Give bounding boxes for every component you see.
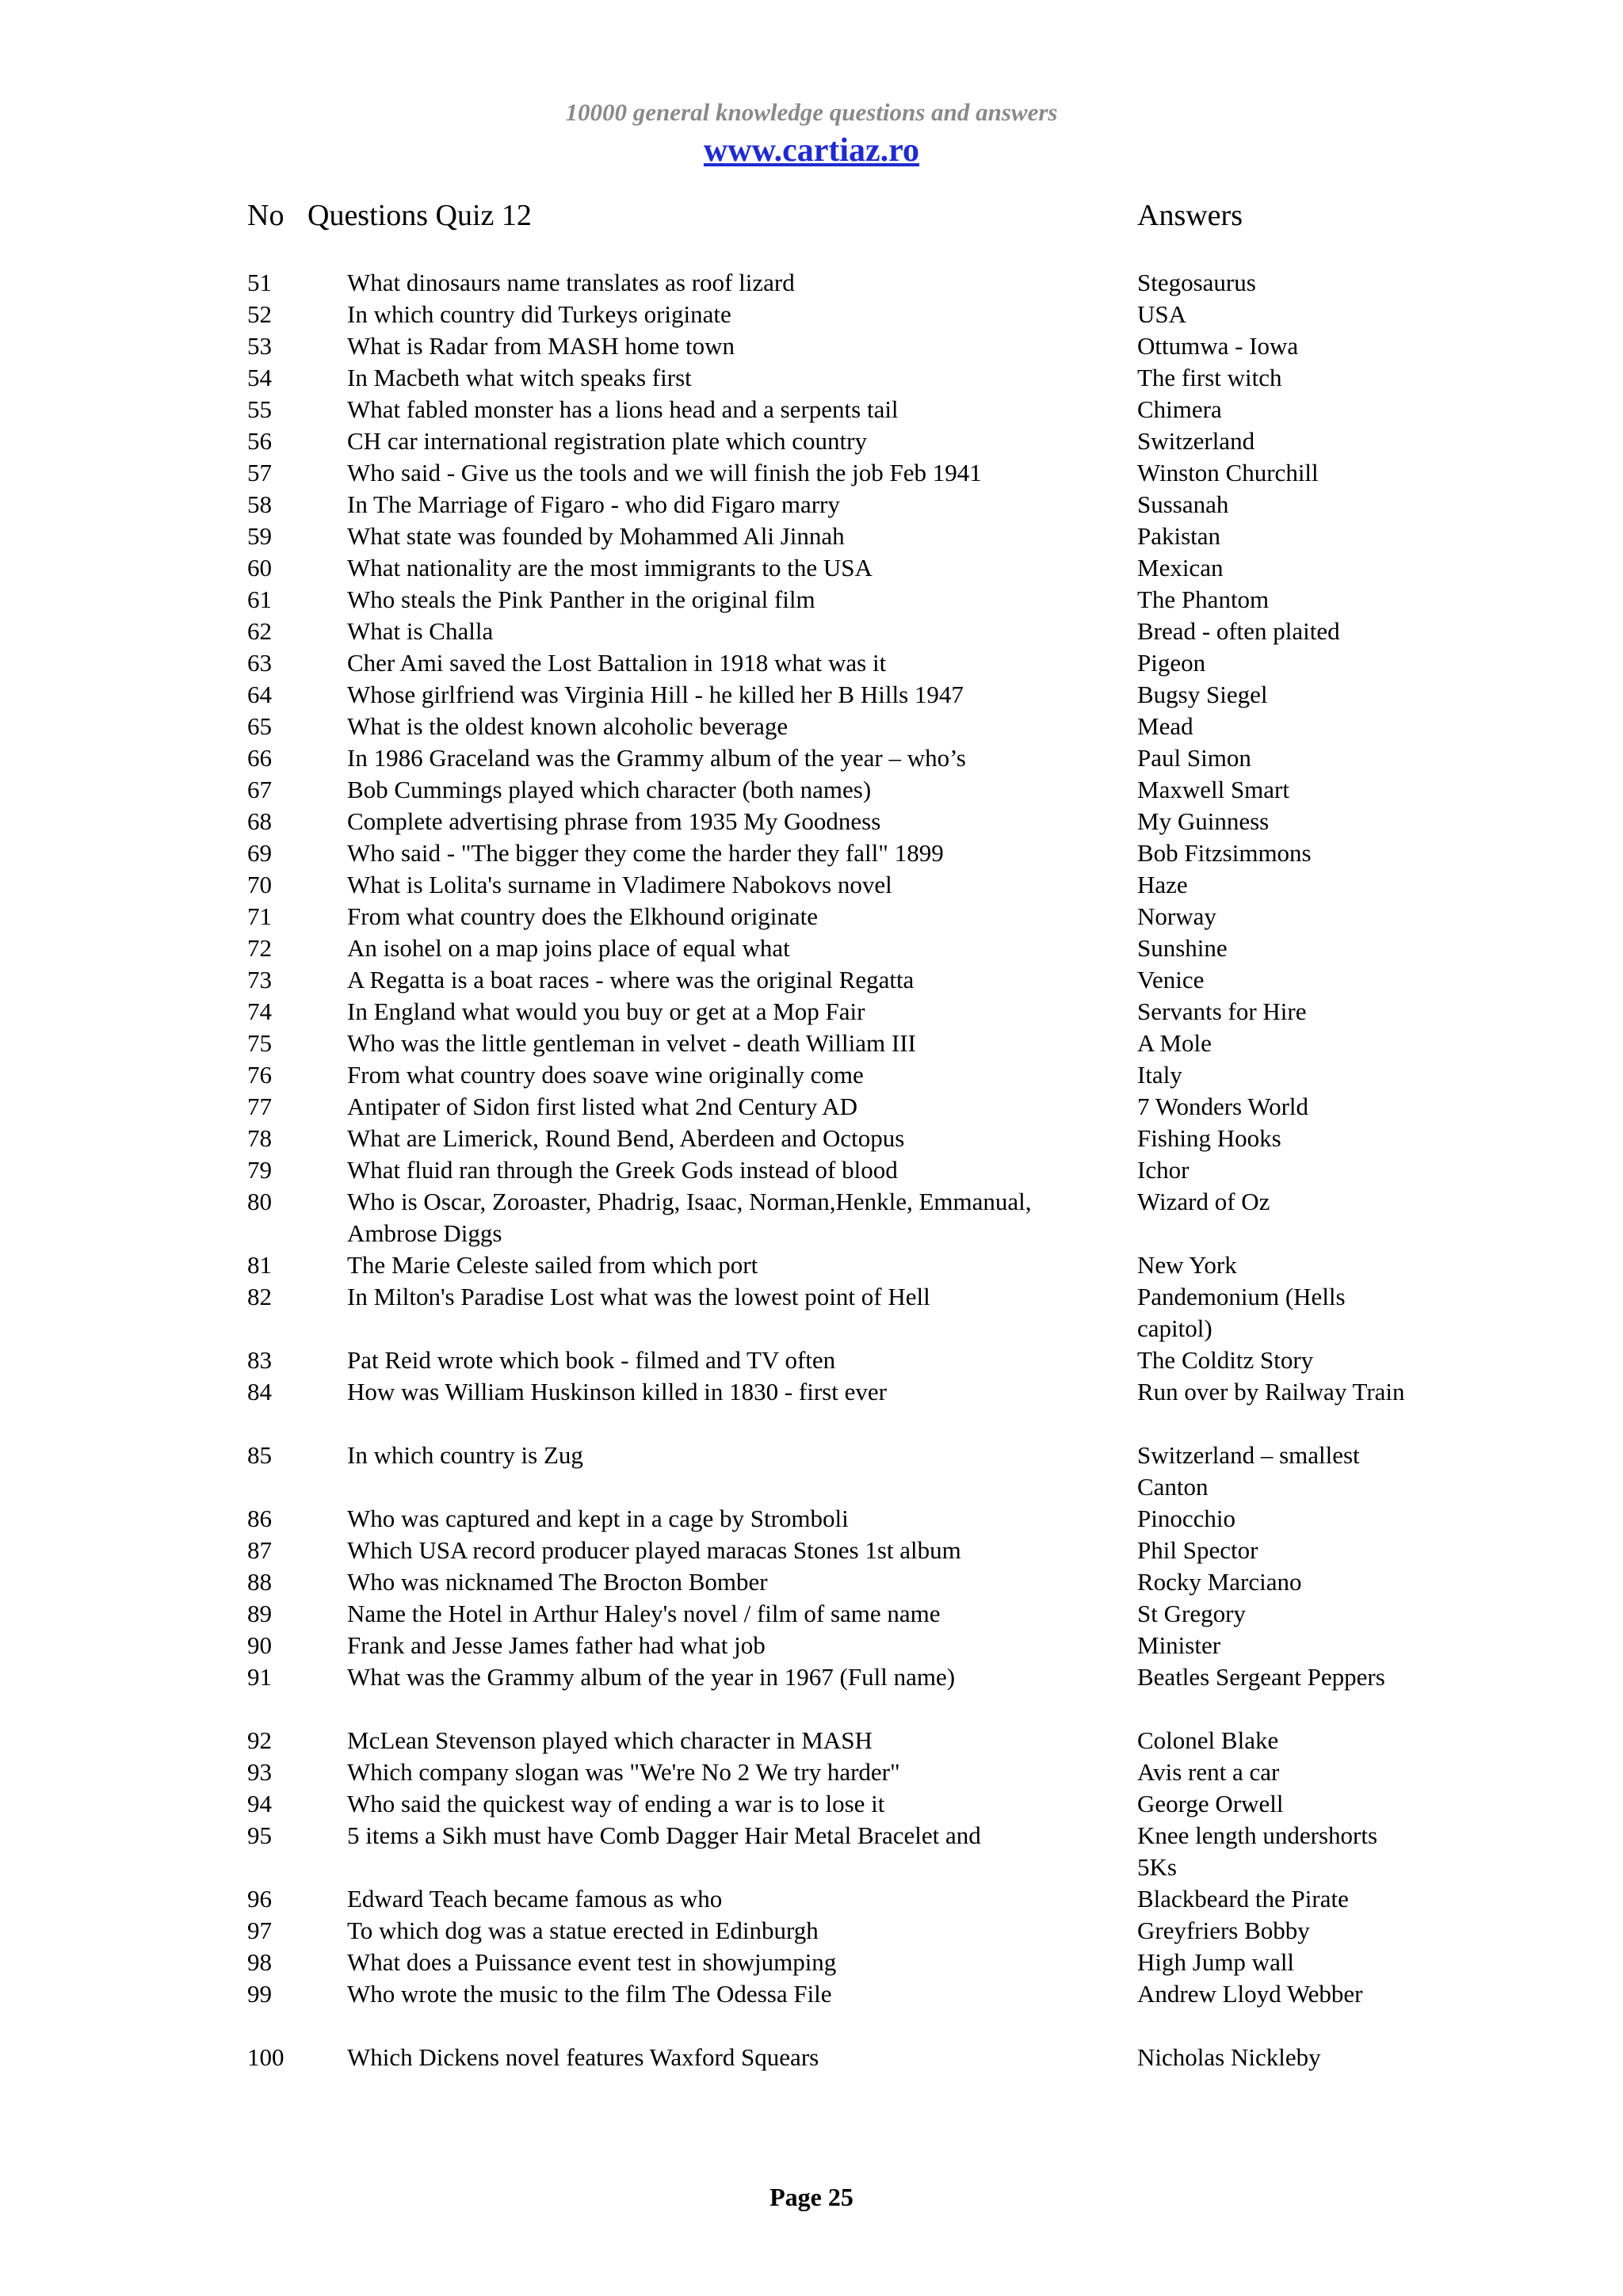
answer-text: Bob Fitzsimmons bbox=[1137, 839, 1312, 867]
question-number: 73 bbox=[247, 966, 272, 994]
table-row bbox=[0, 330, 1623, 362]
question-number: 54 bbox=[247, 364, 272, 391]
table-row bbox=[0, 457, 1623, 489]
question-number: 71 bbox=[247, 902, 272, 930]
table-row bbox=[0, 584, 1623, 616]
question-number: 64 bbox=[247, 681, 272, 708]
table-row bbox=[0, 996, 1623, 1028]
answer-text: Winston Churchill bbox=[1137, 459, 1319, 486]
question-number: 74 bbox=[247, 997, 272, 1025]
question-number: 70 bbox=[247, 871, 272, 898]
question-number: 77 bbox=[247, 1093, 272, 1120]
question-number: 52 bbox=[247, 300, 272, 328]
answer-text: Maxwell Smart bbox=[1137, 776, 1289, 803]
answer-text: Haze bbox=[1137, 871, 1188, 898]
question-text: Who said - Give us the tools and we will finish the job Feb 1941 bbox=[347, 459, 982, 486]
page-number: Page 25 bbox=[769, 2183, 854, 2211]
question-text: What state was founded by Mohammed Ali Jinnah bbox=[347, 522, 845, 550]
answer-text: New York bbox=[1137, 1251, 1237, 1279]
question-text: In which country did Turkeys originate bbox=[347, 300, 731, 328]
question-number: 89 bbox=[247, 1600, 272, 1627]
table-row bbox=[0, 869, 1623, 901]
question-text: Who was the little gentleman in velvet - death William III bbox=[347, 1029, 916, 1057]
answer-text: Avis rent a car bbox=[1137, 1758, 1280, 1786]
column-header-answers: Answers bbox=[1137, 199, 1243, 232]
answer-text: Mexican bbox=[1137, 554, 1224, 582]
answer-text: Minister bbox=[1137, 1631, 1221, 1659]
question-number: 67 bbox=[247, 776, 272, 803]
question-number: 93 bbox=[247, 1758, 272, 1786]
question-number: 76 bbox=[247, 1061, 272, 1089]
answer-text: Ichor bbox=[1137, 1156, 1190, 1184]
question-text: What fabled monster has a lions head and a serpents tail bbox=[347, 395, 899, 423]
question-number: 87 bbox=[247, 1536, 272, 1564]
table-row bbox=[0, 774, 1623, 806]
answer-text: Bugsy Siegel bbox=[1137, 681, 1268, 708]
question-text: In Macbeth what witch speaks first bbox=[347, 364, 692, 391]
table-row bbox=[0, 1091, 1623, 1123]
question-number: 96 bbox=[247, 1885, 272, 1913]
table-row bbox=[0, 1376, 1623, 1440]
answer-text: Switzerland – smallest Canton bbox=[1137, 1441, 1360, 1501]
question-text: In The Marriage of Figaro - who did Figaro marry bbox=[347, 490, 840, 518]
table-row bbox=[0, 394, 1623, 425]
table-row bbox=[0, 647, 1623, 679]
answer-text: 7 Wonders World bbox=[1137, 1093, 1309, 1120]
question-text: Who steals the Pink Panther in the original film bbox=[347, 585, 815, 613]
question-text: How was William Huskinson killed in 1830 - first ever bbox=[347, 1378, 887, 1405]
answer-text: Mead bbox=[1137, 712, 1193, 740]
question-number: 84 bbox=[247, 1378, 272, 1405]
question-number: 98 bbox=[247, 1948, 272, 1976]
question-text: Which company slogan was "We're No 2 We try harder" bbox=[347, 1758, 900, 1786]
question-number: 80 bbox=[247, 1188, 272, 1215]
answer-text: My Guinness bbox=[1137, 807, 1270, 835]
question-text: What is Lolita's surname in Vladimere Nabokovs novel bbox=[347, 871, 892, 898]
answer-text: The first witch bbox=[1137, 364, 1282, 391]
table-row bbox=[0, 2042, 1623, 2073]
question-text: What was the Grammy album of the year in 1967 (Full name) bbox=[347, 1663, 956, 1691]
question-number: 85 bbox=[247, 1441, 272, 1469]
table-row bbox=[0, 1915, 1623, 1947]
question-text: What fluid ran through the Greek Gods instead of blood bbox=[347, 1156, 898, 1184]
answer-text: Blackbeard the Pirate bbox=[1137, 1885, 1349, 1913]
table-row bbox=[0, 1598, 1623, 1630]
question-text: Bob Cummings played which character (both names) bbox=[347, 776, 872, 803]
question-number: 56 bbox=[247, 427, 272, 455]
answer-text: Venice bbox=[1137, 966, 1205, 994]
table-row bbox=[0, 1947, 1623, 1978]
table-row bbox=[0, 1535, 1623, 1566]
answer-text: High Jump wall bbox=[1137, 1948, 1295, 1976]
question-text: What dinosaurs name translates as roof lizard bbox=[347, 269, 795, 296]
question-number: 78 bbox=[247, 1124, 272, 1152]
question-number: 58 bbox=[247, 490, 272, 518]
table-row bbox=[0, 1725, 1623, 1756]
answer-text: Italy bbox=[1137, 1061, 1182, 1089]
question-text: From what country does the Elkhound originate bbox=[347, 902, 819, 930]
answer-text: Pakistan bbox=[1137, 522, 1221, 550]
answer-text: Pinocchio bbox=[1137, 1505, 1235, 1532]
question-number: 72 bbox=[247, 934, 272, 962]
question-text: What nationality are the most immigrants to the USA bbox=[347, 554, 873, 582]
answer-text: Bread - often plaited bbox=[1137, 617, 1340, 645]
question-number: 91 bbox=[247, 1663, 272, 1691]
answer-text: Knee length undershorts 5Ks bbox=[1137, 1821, 1378, 1881]
question-text: Who said - "The bigger they come the harder they fall" 1899 bbox=[347, 839, 944, 867]
question-number: 83 bbox=[247, 1346, 272, 1374]
table-row bbox=[0, 1028, 1623, 1059]
table-row bbox=[0, 1123, 1623, 1154]
document-subtitle: 10000 general knowledge questions and answers bbox=[565, 98, 1058, 126]
question-text: Frank and Jesse James father had what job bbox=[347, 1631, 766, 1659]
question-text: Which Dickens novel features Waxford Squears bbox=[347, 2043, 819, 2071]
answer-text: Sunshine bbox=[1137, 934, 1228, 962]
question-number: 97 bbox=[247, 1917, 272, 1944]
table-row bbox=[0, 1566, 1623, 1598]
answer-text: Stegosaurus bbox=[1137, 269, 1256, 296]
answer-text: Ottumwa - Iowa bbox=[1137, 332, 1299, 360]
question-text: Complete advertising phrase from 1935 My Goodness bbox=[347, 807, 881, 835]
question-text: Who was captured and kept in a cage by Stromboli bbox=[347, 1505, 849, 1532]
question-text: Whose girlfriend was Virginia Hill - he killed her B Hills 1947 bbox=[347, 681, 964, 708]
question-text: Pat Reid wrote which book - filmed and TV often bbox=[347, 1346, 836, 1374]
answer-text: USA bbox=[1137, 300, 1187, 328]
question-text: The Marie Celeste sailed from which port bbox=[347, 1251, 758, 1279]
answer-text: George Orwell bbox=[1137, 1790, 1284, 1817]
question-number: 95 bbox=[247, 1821, 272, 1849]
quiz-table bbox=[0, 267, 1623, 2073]
table-row bbox=[0, 299, 1623, 330]
question-number: 94 bbox=[247, 1790, 272, 1817]
table-row bbox=[0, 711, 1623, 742]
answer-text: Andrew Lloyd Webber bbox=[1137, 1980, 1363, 2008]
table-row bbox=[0, 1978, 1623, 2042]
question-number: 79 bbox=[247, 1156, 272, 1184]
table-row bbox=[0, 933, 1623, 964]
table-row bbox=[0, 742, 1623, 774]
table-row bbox=[0, 1883, 1623, 1915]
question-text: Antipater of Sidon first listed what 2nd Century AD bbox=[347, 1093, 858, 1120]
answer-text: St Gregory bbox=[1137, 1600, 1246, 1627]
answer-text: Fishing Hooks bbox=[1137, 1124, 1281, 1152]
table-row bbox=[0, 552, 1623, 584]
question-number: 65 bbox=[247, 712, 272, 740]
answer-text: Colonel Blake bbox=[1137, 1726, 1279, 1754]
answer-text: Run over by Railway Train bbox=[1137, 1378, 1405, 1405]
table-row bbox=[0, 362, 1623, 394]
question-text: To which dog was a statue erected in Edinburgh bbox=[347, 1917, 819, 1944]
question-text: Who wrote the music to the film The Odessa File bbox=[347, 1980, 832, 2008]
answer-text: Chimera bbox=[1137, 395, 1222, 423]
table-row bbox=[0, 1503, 1623, 1535]
answer-text: The Colditz Story bbox=[1137, 1346, 1314, 1374]
table-row bbox=[0, 1820, 1623, 1883]
table-row bbox=[0, 806, 1623, 837]
table-row bbox=[0, 1059, 1623, 1091]
answer-text: Rocky Marciano bbox=[1137, 1568, 1302, 1596]
question-text: In which country is Zug bbox=[347, 1441, 583, 1469]
table-row bbox=[0, 1186, 1623, 1249]
table-row bbox=[0, 425, 1623, 457]
table-row bbox=[0, 1281, 1623, 1344]
question-number: 90 bbox=[247, 1631, 272, 1659]
question-number: 63 bbox=[247, 649, 272, 677]
question-text: From what country does soave wine originally come bbox=[347, 1061, 864, 1089]
question-number: 61 bbox=[247, 585, 272, 613]
question-text: An isohel on a map joins place of equal what bbox=[347, 934, 790, 962]
answer-text: Wizard of Oz bbox=[1137, 1188, 1270, 1215]
answer-text: Paul Simon bbox=[1137, 744, 1251, 772]
question-text: McLean Stevenson played which character in MASH bbox=[347, 1726, 873, 1754]
question-number: 75 bbox=[247, 1029, 272, 1057]
question-number: 82 bbox=[247, 1283, 272, 1310]
answer-text: The Phantom bbox=[1137, 585, 1270, 613]
question-number: 68 bbox=[247, 807, 272, 835]
question-text: Name the Hotel in Arthur Haley's novel / film of same name bbox=[347, 1600, 941, 1627]
question-text: A Regatta is a boat races - where was the original Regatta bbox=[347, 966, 915, 994]
table-row bbox=[0, 837, 1623, 869]
question-number: 81 bbox=[247, 1251, 272, 1279]
question-text: What does a Puissance event test in showjumping bbox=[347, 1948, 837, 1976]
column-header-no: No bbox=[247, 199, 285, 232]
question-text: Edward Teach became famous as who bbox=[347, 1885, 723, 1913]
question-number: 86 bbox=[247, 1505, 272, 1532]
table-row bbox=[0, 1249, 1623, 1281]
table-row bbox=[0, 679, 1623, 711]
question-text: 5 items a Sikh must have Comb Dagger Hair Metal Bracelet and bbox=[347, 1821, 981, 1849]
answer-text: A Mole bbox=[1137, 1029, 1212, 1057]
question-number: 51 bbox=[247, 269, 272, 296]
question-text: What is the oldest known alcoholic beverage bbox=[347, 712, 789, 740]
question-text: Who was nicknamed The Brocton Bomber bbox=[347, 1568, 768, 1596]
question-number: 57 bbox=[247, 459, 272, 486]
column-header-questions: Questions Quiz 12 bbox=[307, 199, 532, 232]
question-number: 62 bbox=[247, 617, 272, 645]
question-number: 53 bbox=[247, 332, 272, 360]
question-text: CH car international registration plate which country bbox=[347, 427, 867, 455]
answer-text: Sussanah bbox=[1137, 490, 1229, 518]
question-number: 92 bbox=[247, 1726, 272, 1754]
table-row bbox=[0, 1661, 1623, 1725]
question-text: Which USA record producer played maracas Stones 1st album bbox=[347, 1536, 961, 1564]
answer-text: Servants for Hire bbox=[1137, 997, 1307, 1025]
table-row bbox=[0, 1788, 1623, 1820]
table-row bbox=[0, 616, 1623, 647]
answer-text: Pandemonium (Hells capitol) bbox=[1137, 1283, 1346, 1342]
question-text: Who said the quickest way of ending a war is to lose it bbox=[347, 1790, 885, 1817]
question-text: What is Challa bbox=[347, 617, 494, 645]
question-number: 100 bbox=[247, 2043, 285, 2071]
question-text: In Milton's Paradise Lost what was the lowest point of Hell bbox=[347, 1283, 930, 1310]
question-number: 69 bbox=[247, 839, 272, 867]
table-row bbox=[0, 1630, 1623, 1661]
question-number: 60 bbox=[247, 554, 272, 582]
answer-text: Switzerland bbox=[1137, 427, 1255, 455]
question-number: 55 bbox=[247, 395, 272, 423]
answer-text: Pigeon bbox=[1137, 649, 1206, 677]
answer-text: Phil Spector bbox=[1137, 1536, 1258, 1564]
question-number: 66 bbox=[247, 744, 272, 772]
answer-text: Greyfriers Bobby bbox=[1137, 1917, 1310, 1944]
answer-text: Beatles Sergeant Peppers bbox=[1137, 1663, 1385, 1691]
question-text: What is Radar from MASH home town bbox=[347, 332, 735, 360]
question-number: 99 bbox=[247, 1980, 272, 2008]
question-text: Cher Ami saved the Lost Battalion in 1918 what was it bbox=[347, 649, 887, 677]
table-row bbox=[0, 901, 1623, 933]
table-row bbox=[0, 489, 1623, 521]
table-row bbox=[0, 964, 1623, 996]
question-number: 59 bbox=[247, 522, 272, 550]
question-text: Who is Oscar, Zoroaster, Phadrig, Isaac, Norman,Henkle, Emmanual, Ambrose Diggs bbox=[347, 1188, 1032, 1247]
question-text: In 1986 Graceland was the Grammy album of the year – who’s bbox=[347, 744, 966, 772]
question-text: In England what would you buy or get at a Mop Fair bbox=[347, 997, 865, 1025]
question-text: What are Limerick, Round Bend, Aberdeen and Octopus bbox=[347, 1124, 905, 1152]
question-number: 88 bbox=[247, 1568, 272, 1596]
answer-text: Nicholas Nickleby bbox=[1137, 2043, 1321, 2071]
answer-text: Norway bbox=[1137, 902, 1216, 930]
site-link[interactable]: www.cartiaz.ro bbox=[703, 132, 920, 169]
table-row bbox=[0, 1154, 1623, 1186]
table-row bbox=[0, 267, 1623, 299]
table-row bbox=[0, 521, 1623, 552]
table-row bbox=[0, 1440, 1623, 1503]
table-row bbox=[0, 1344, 1623, 1376]
table-row bbox=[0, 1756, 1623, 1788]
